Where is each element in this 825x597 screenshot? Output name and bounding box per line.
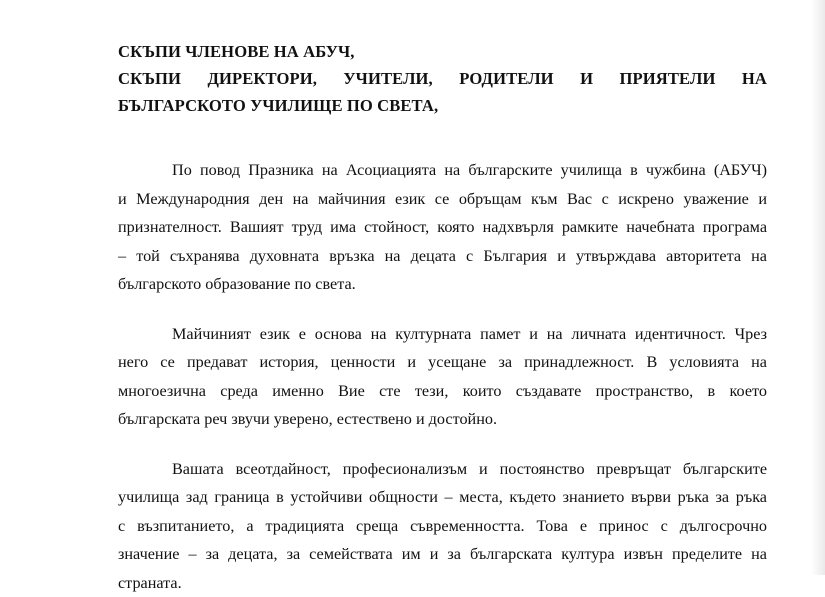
letter-heading [118, 38, 767, 119]
paragraph-line: многоезична среда именно Вие сте тези, които създавате пространство, в което [118, 377, 767, 406]
heading-line-1: СКЪПИ ЧЛЕНОВЕ НА АБУЧ, [118, 38, 767, 65]
paragraph-line: признателност. Вашият труд има стойност, която надхвърля рамките начебната програма [118, 213, 767, 242]
paragraph-line: страната. [118, 569, 767, 597]
paragraph-line: значение – за децата, за семействата им и за българската култура извън пределите на [118, 540, 767, 569]
paragraph-line: и Международния ден на майчиния език се обръщам към Вас с искрено уважение и [118, 185, 767, 214]
paragraph-line: – той съхранява духовната връзка на децата с България и утвърждава авторитета на [118, 242, 767, 271]
paragraph-line: с възпитанието, а традицията среща съвременността. Това е принос с дългосрочно [118, 512, 767, 541]
paragraph-line: Вашата всеотдайност, професионализъм и постоянство превръщат българските [118, 455, 767, 484]
paragraph-1 [118, 156, 767, 299]
paragraph-3 [118, 455, 767, 597]
paragraph-line: училища зад граница в устойчиви общности – места, където знанието върви ръка за ръка [118, 483, 767, 512]
heading-line-2: СКЪПИ ДИРЕКТОРИ, УЧИТЕЛИ, РОДИТЕЛИ И ПРИЯТЕЛИ НА [118, 65, 767, 92]
paragraph-line: него се предават история, ценности и усещане за принадлежност. В условията на [118, 348, 767, 377]
paragraph-line: българското образование по света. [118, 270, 767, 299]
paragraph-line: българската реч звучи уверено, естествено и достойно. [118, 405, 767, 434]
paragraph-2 [118, 320, 767, 434]
paragraph-line: По повод Празника на Асоциацията на българските училища в чужбина (АБУЧ) [118, 156, 767, 185]
paragraph-line: Майчиният език е основа на културната памет и на личната идентичност. Чрез [118, 320, 767, 349]
heading-line-3: БЪЛГАРСКОТО УЧИЛИЩЕ ПО СВЕТА, [118, 92, 767, 119]
